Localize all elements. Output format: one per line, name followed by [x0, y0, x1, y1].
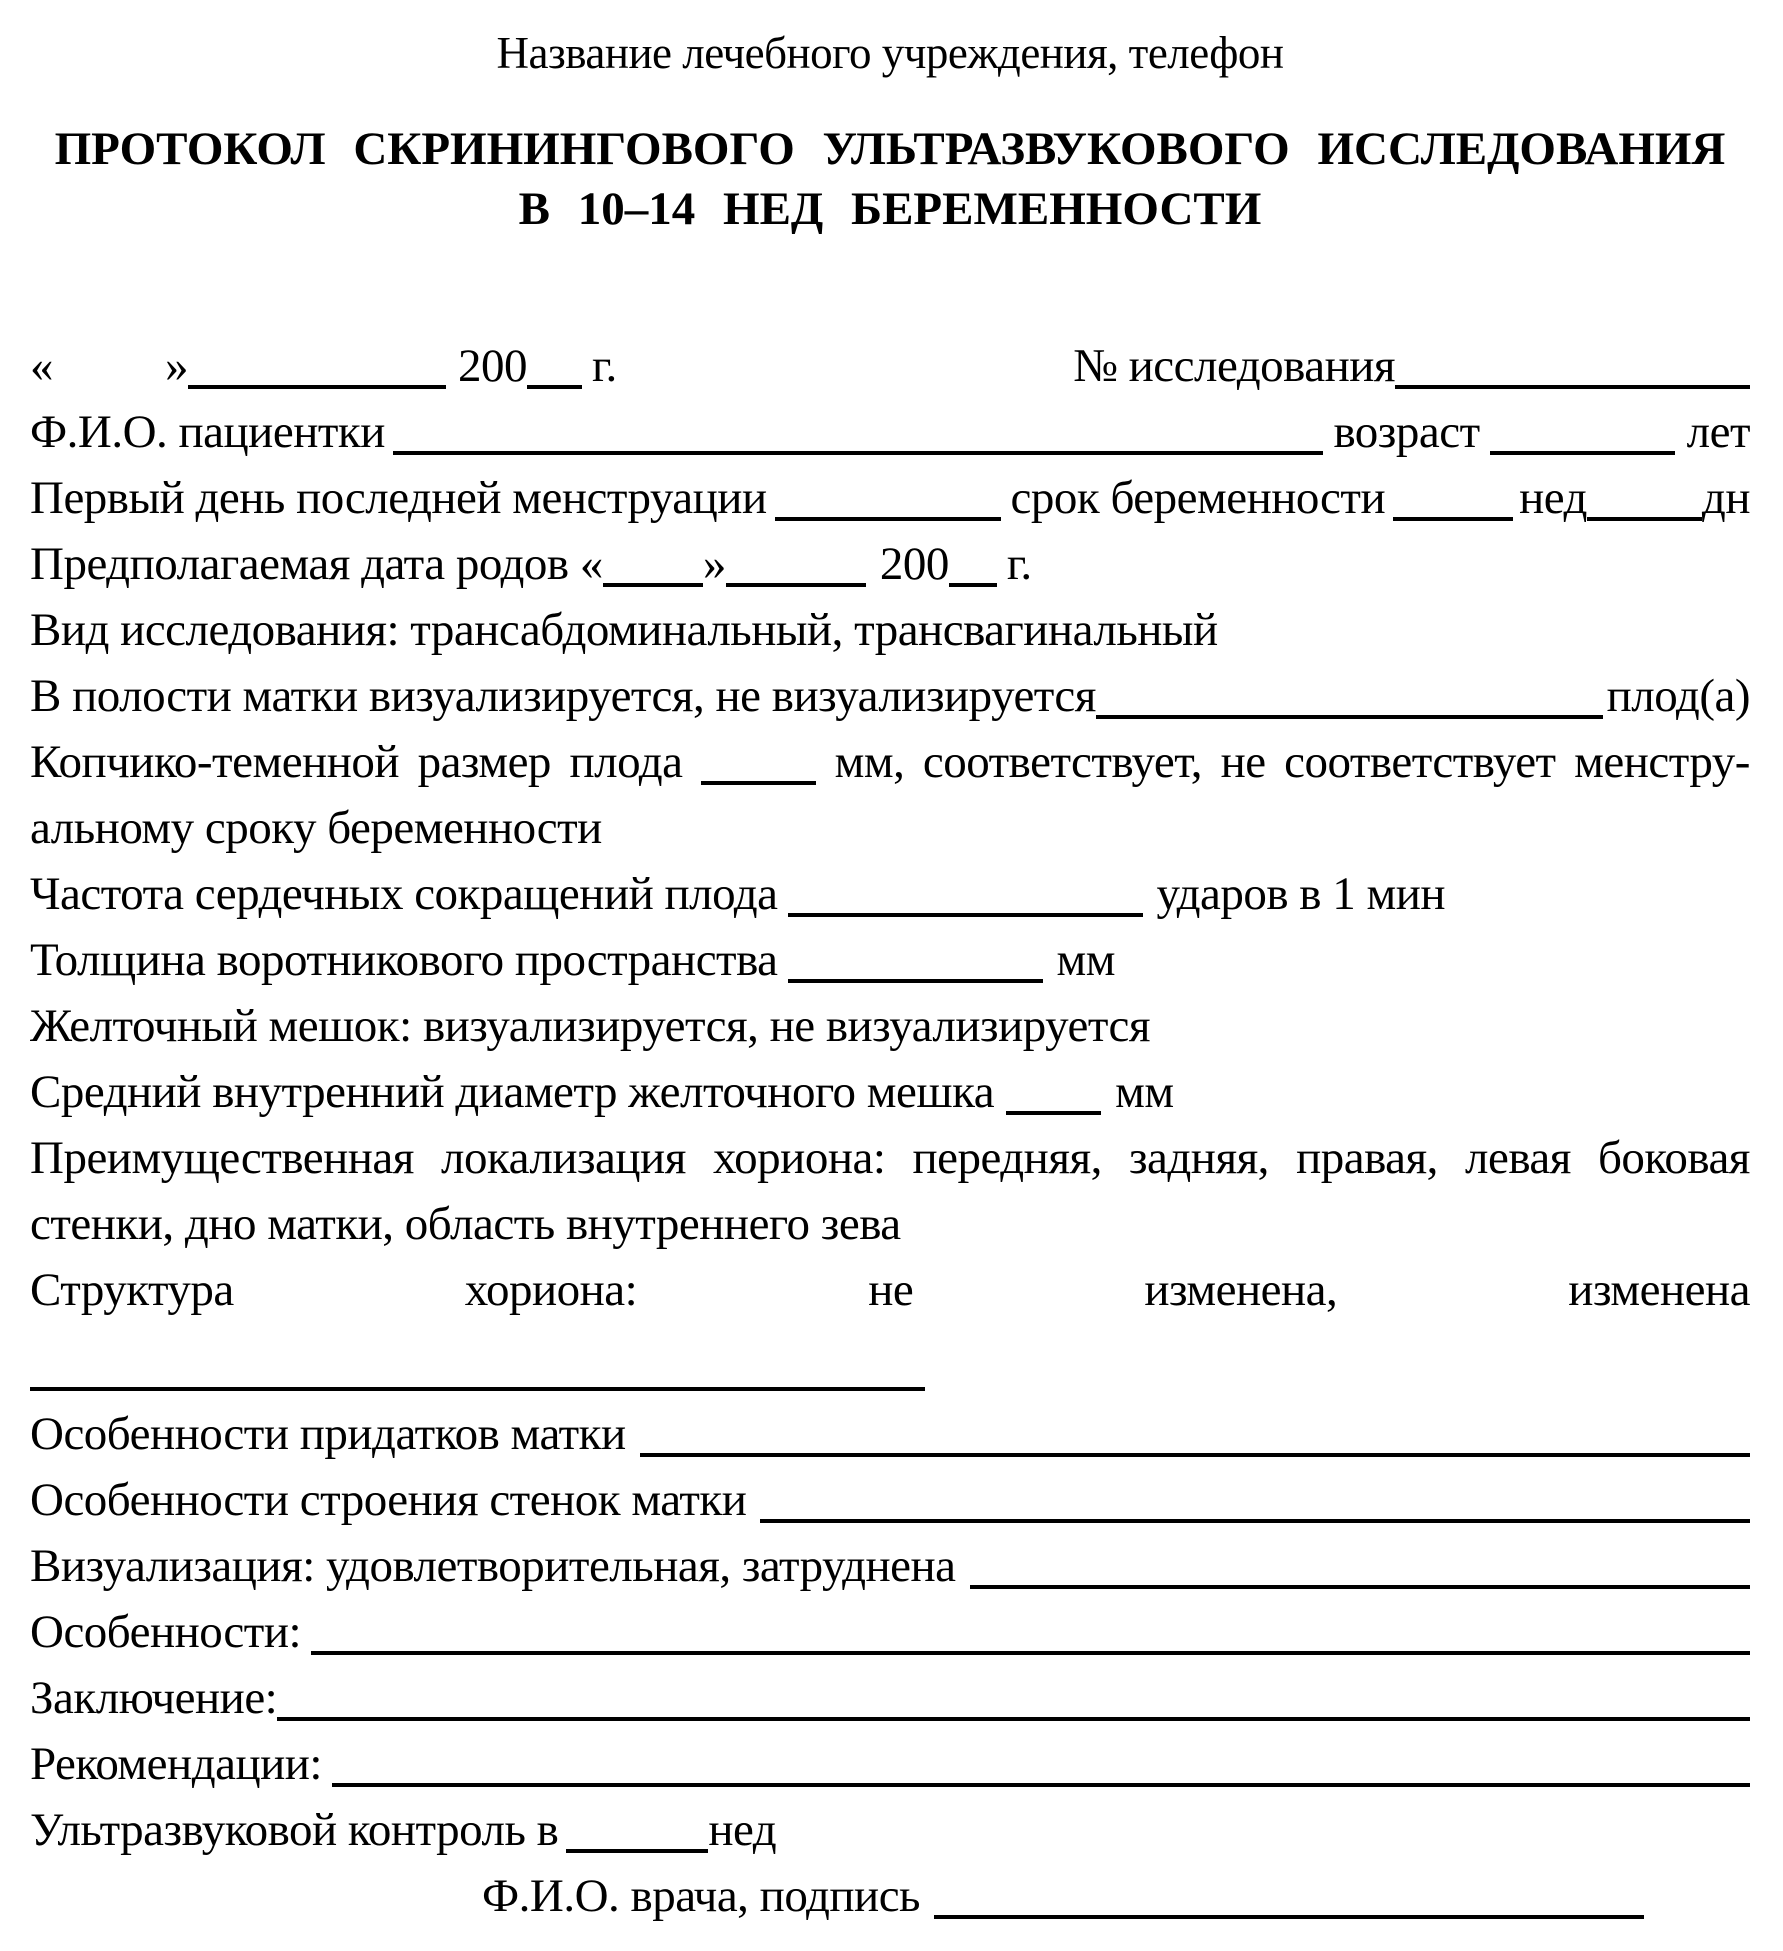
- blank-field: [1393, 517, 1513, 521]
- form-text: Средний внутренний диаметр желточного мешка: [30, 1066, 995, 1118]
- blank-field: [775, 517, 1001, 521]
- blank-field: [640, 1453, 1750, 1457]
- blank-field: [527, 385, 582, 389]
- blank-field: [1587, 517, 1702, 521]
- form-text: «: [30, 340, 53, 392]
- form-text: менстру-: [1574, 736, 1750, 788]
- form-text: Визуализация: удовлетворительная, затруднена: [30, 1540, 956, 1592]
- line-conclusion: [30, 1671, 1750, 1737]
- form-text: Заключение:: [30, 1672, 278, 1724]
- line-visualization-quality: [30, 1539, 1750, 1605]
- form-text: »: [165, 340, 188, 392]
- form-text: Желточный мешок: визуализируется, не визуализируется: [30, 1000, 1150, 1052]
- institution-header: Название лечебного учреждения, телефон: [496, 28, 1284, 78]
- form-text: 200: [458, 340, 527, 392]
- blank-field: [788, 979, 1043, 983]
- form-text: № исследования: [1073, 340, 1395, 392]
- form-text: Структура: [30, 1264, 234, 1316]
- form-text: возраст: [1333, 406, 1480, 458]
- form-text: стенки, дно матки, область внутреннего зева: [30, 1198, 901, 1250]
- form-text: Ультразвуковой контроль в: [30, 1804, 559, 1856]
- line-examination-type: [30, 603, 1750, 669]
- form-text: плода: [569, 736, 683, 788]
- form-text: мм: [1056, 934, 1116, 986]
- blank-field: [701, 781, 816, 785]
- line-chorion-localization-cont: [30, 1197, 1750, 1263]
- form-text: нед: [708, 1804, 777, 1856]
- line-chorion-structure: [30, 1263, 1750, 1329]
- form-text: мм,: [834, 736, 905, 788]
- line-uterine-appendages: [30, 1407, 1750, 1473]
- line-crown-rump-length-cont: [30, 801, 1750, 867]
- form-text: не: [1220, 736, 1266, 788]
- form-text: Частота сердечных сокращений плода: [30, 868, 778, 920]
- form-text: изменена,: [1144, 1264, 1338, 1316]
- line-date-and-study-number: [30, 339, 1750, 405]
- blank-field: [1096, 715, 1603, 719]
- form-text: Преимущественная: [30, 1132, 414, 1184]
- form-text: »: [702, 538, 726, 590]
- blank-field: [311, 1651, 1750, 1655]
- line-ultrasound-follow-up: [30, 1803, 1750, 1869]
- line-last-menstruation-gestation: [30, 471, 1750, 537]
- form-text: Предполагаемая дата родов «: [30, 538, 603, 590]
- form-text: мм: [1115, 1066, 1174, 1118]
- line-uterine-walls: [30, 1473, 1750, 1539]
- blank-field: [393, 451, 1324, 455]
- form-text: Ф.И.О. врача, подпись: [482, 1870, 920, 1922]
- line-doctor-signature: [30, 1869, 1750, 1935]
- form-text: ударов в 1 мин: [1156, 868, 1446, 920]
- form-text: соответствует,: [922, 736, 1203, 788]
- form-body: [30, 339, 1750, 1935]
- form-text: г.: [592, 340, 617, 392]
- form-text: альному сроку беременности: [30, 802, 602, 854]
- document-title-line1: ПРОТОКОЛ СКРИНИНГОВОГО УЛЬТРАЗВУКОВОГО ИССЛЕДОВАНИЯ: [54, 123, 1726, 175]
- form-text: хориона:: [712, 1132, 886, 1184]
- blank-field: [726, 583, 866, 587]
- blank-field: [1395, 385, 1750, 389]
- form-text: соответствует: [1284, 736, 1556, 788]
- blank-field: [277, 1717, 1750, 1721]
- form-text: левая: [1465, 1132, 1571, 1184]
- form-text: размер: [417, 736, 551, 788]
- form-text: боковая: [1598, 1132, 1750, 1184]
- form-text: Особенности строения стенок матки: [30, 1474, 747, 1526]
- line-uterine-cavity-visualization: [30, 669, 1750, 735]
- form-text: Рекомендации:: [30, 1738, 322, 1790]
- blank-field: [1490, 451, 1675, 455]
- line-nuchal-translucency: [30, 933, 1750, 999]
- blank-field: [949, 583, 997, 587]
- form-text: изменена: [1568, 1264, 1750, 1316]
- blank-field: [566, 1849, 708, 1853]
- blank-field: [30, 1387, 925, 1391]
- form-text: Первый день последней менструации: [30, 472, 767, 524]
- blank-field: [1006, 1111, 1101, 1115]
- form-text: Ф.И.О. пациентки: [30, 406, 385, 458]
- form-text: срок беременности: [1010, 472, 1386, 524]
- form-text: Толщина воротникового пространства: [30, 934, 778, 986]
- blank-field: [188, 385, 446, 389]
- document-title: [30, 119, 1750, 239]
- line-yolk-sac: [30, 999, 1750, 1065]
- form-text: лет: [1686, 406, 1750, 458]
- line-patient-name-age: [30, 405, 1750, 471]
- form-text: хориона:: [464, 1264, 638, 1316]
- form-text: передняя,: [912, 1132, 1102, 1184]
- line-features: [30, 1605, 1750, 1671]
- form-text: В полости матки визуализируется, не визуализируется: [30, 670, 1096, 722]
- form-text: не: [868, 1264, 914, 1316]
- form-text: дн: [1701, 472, 1750, 524]
- document-title-line2: В 10–14 НЕД БЕРЕМЕННОСТИ: [518, 183, 1262, 235]
- form-text: Вид исследования: трансабдоминальный, трансвагинальный: [30, 604, 1218, 656]
- blank-field: [934, 1915, 1644, 1919]
- line-yolk-sac-diameter: [30, 1065, 1750, 1131]
- line-fetal-heart-rate: [30, 867, 1750, 933]
- form-text: плод(а): [1606, 670, 1750, 722]
- form-text: 200: [879, 538, 949, 590]
- form-text: нед: [1519, 472, 1587, 524]
- form-text: г.: [1006, 538, 1032, 590]
- line-chorion-localization: [30, 1131, 1750, 1197]
- blank-field: [760, 1519, 1750, 1523]
- form-text: Особенности:: [30, 1606, 302, 1658]
- form-text: Копчико-теменной: [30, 736, 400, 788]
- line-crown-rump-length: [30, 735, 1750, 801]
- form-text: локализация: [441, 1132, 686, 1184]
- form-text: Особенности придатков матки: [30, 1408, 626, 1460]
- form-text: правая,: [1296, 1132, 1438, 1184]
- form-text: задняя,: [1128, 1132, 1269, 1184]
- line-chorion-structure-blank: [30, 1329, 1750, 1407]
- blank-field: [788, 913, 1143, 917]
- blank-field: [603, 583, 703, 587]
- blank-field: [332, 1783, 1750, 1787]
- line-recommendations: [30, 1737, 1750, 1803]
- line-expected-delivery-date: [30, 537, 1750, 603]
- blank-field: [970, 1585, 1750, 1589]
